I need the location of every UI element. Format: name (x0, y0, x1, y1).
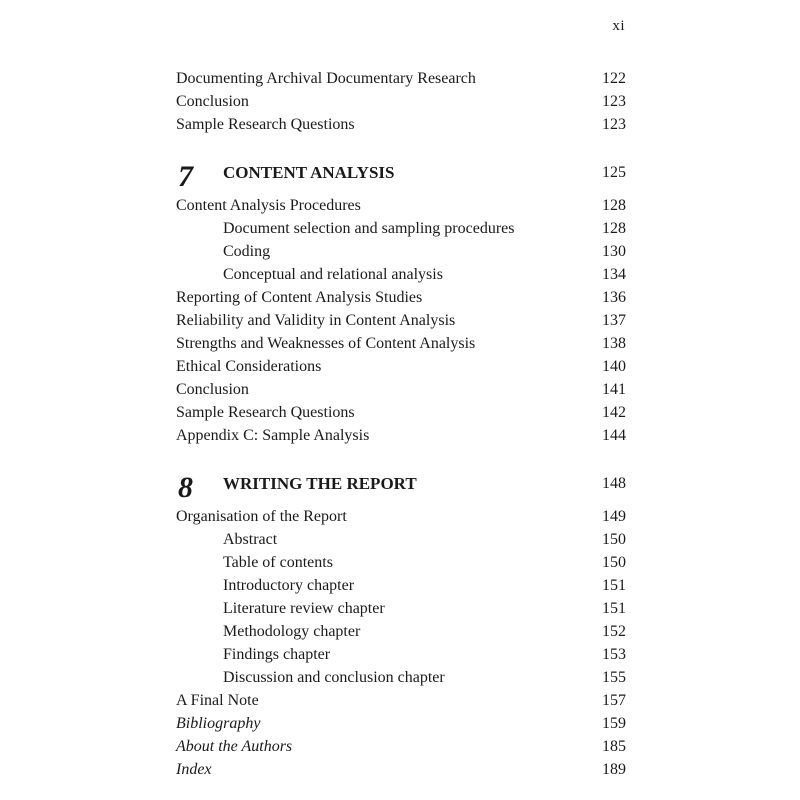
toc-subentry[interactable] (176, 551, 626, 574)
toc-subentry[interactable] (176, 240, 626, 263)
toc-entry-title: Ethical Considerations (176, 358, 322, 375)
toc-entry-page: 136 (602, 289, 626, 306)
toc-subentry[interactable] (176, 263, 626, 286)
toc-entry-page: 123 (602, 93, 626, 110)
toc-entry-title: Document selection and sampling procedures (223, 220, 515, 237)
toc-entry-page: 149 (602, 508, 626, 525)
toc-entry[interactable] (176, 378, 626, 401)
toc-entry-page: 128 (602, 197, 626, 214)
toc-entry-title: Appendix C: Sample Analysis (176, 427, 370, 444)
chapter-page: 125 (602, 164, 626, 181)
toc-entry[interactable] (176, 424, 626, 447)
toc-entry-page: 123 (602, 116, 626, 133)
toc-entry-page: 142 (602, 404, 626, 421)
toc-entry-page: 137 (602, 312, 626, 329)
toc-entry-title: Conceptual and relational analysis (223, 266, 443, 283)
toc-entry-title: Organisation of the Report (176, 508, 347, 525)
toc-entry-title: Documenting Archival Documentary Research (176, 70, 476, 87)
toc-subentry[interactable] (176, 620, 626, 643)
toc-entry-page: 140 (602, 358, 626, 375)
toc-entry-title: Abstract (223, 531, 278, 548)
toc-entry-title: Discussion and conclusion chapter (223, 669, 445, 686)
toc-entry-page: 189 (602, 761, 626, 778)
toc-entry-bibliography[interactable] (176, 712, 626, 735)
toc-entry-title: Table of contents (223, 554, 333, 571)
toc-entry[interactable] (176, 113, 626, 136)
toc-subentry[interactable] (176, 574, 626, 597)
toc-entry-page: 150 (602, 531, 626, 548)
chapter-heading-8[interactable] (176, 467, 626, 505)
chapter-number: 8 (178, 471, 193, 504)
toc-entry-page: 151 (602, 577, 626, 594)
toc-entry-about-authors[interactable] (176, 735, 626, 758)
chapter-title: CONTENT ANALYSIS (223, 163, 395, 182)
toc-entry[interactable] (176, 90, 626, 113)
toc-entry-page: 141 (602, 381, 626, 398)
toc-entry[interactable] (176, 309, 626, 332)
toc-entry-page: 144 (602, 427, 626, 444)
toc-entry[interactable] (176, 67, 626, 90)
toc-entry-title: Literature review chapter (223, 600, 385, 617)
toc-subentry[interactable] (176, 217, 626, 240)
toc-entry-title: Index (176, 761, 212, 778)
toc-entry-index[interactable] (176, 758, 626, 781)
toc-entry-title: Content Analysis Procedures (176, 197, 361, 214)
table-of-contents (176, 67, 626, 781)
toc-entry[interactable] (176, 689, 626, 712)
toc-entry-title: Strengths and Weaknesses of Content Analysis (176, 335, 476, 352)
toc-entry-page: 159 (602, 715, 626, 732)
toc-entry[interactable] (176, 355, 626, 378)
toc-entry-title: Sample Research Questions (176, 116, 355, 133)
toc-entry-title: A Final Note (176, 692, 259, 709)
toc-entry-title: Bibliography (176, 715, 261, 732)
toc-entry-page: 150 (602, 554, 626, 571)
toc-entry[interactable] (176, 401, 626, 424)
toc-entry-title: Findings chapter (223, 646, 331, 663)
toc-entry-page: 152 (602, 623, 626, 640)
toc-subentry[interactable] (176, 528, 626, 551)
toc-subentry[interactable] (176, 643, 626, 666)
toc-entry-page: 130 (602, 243, 626, 260)
toc-entry-title: Methodology chapter (223, 623, 361, 640)
toc-entry-title: Coding (223, 243, 271, 260)
toc-entry-page: 128 (602, 220, 626, 237)
chapter-page: 148 (602, 475, 626, 492)
toc-entry-page: 153 (602, 646, 626, 663)
toc-entry-title: About the Authors (176, 738, 293, 755)
toc-entry-page: 138 (602, 335, 626, 352)
chapter-number: 7 (178, 160, 193, 193)
toc-entry-page: 134 (602, 266, 626, 283)
toc-entry[interactable] (176, 286, 626, 309)
toc-entry-title: Conclusion (176, 93, 249, 110)
chapter-heading-7[interactable] (176, 156, 626, 194)
chapter-title: WRITING THE REPORT (223, 474, 417, 493)
toc-entry-title: Reliability and Validity in Content Analysis (176, 312, 456, 329)
page-number: xi (612, 18, 625, 34)
toc-subentry[interactable] (176, 597, 626, 620)
toc-entry-title: Sample Research Questions (176, 404, 355, 421)
toc-entry-page: 122 (602, 70, 626, 87)
toc-entry[interactable] (176, 332, 626, 355)
toc-entry-title: Introductory chapter (223, 577, 355, 594)
toc-entry-page: 155 (602, 669, 626, 686)
toc-entry[interactable] (176, 505, 626, 528)
toc-subentry[interactable] (176, 666, 626, 689)
toc-entry-title: Reporting of Content Analysis Studies (176, 289, 423, 306)
toc-entry-page: 157 (602, 692, 626, 709)
toc-entry-page: 185 (602, 738, 626, 755)
toc-entry[interactable] (176, 194, 626, 217)
toc-entry-page: 151 (602, 600, 626, 617)
toc-entry-title: Conclusion (176, 381, 249, 398)
